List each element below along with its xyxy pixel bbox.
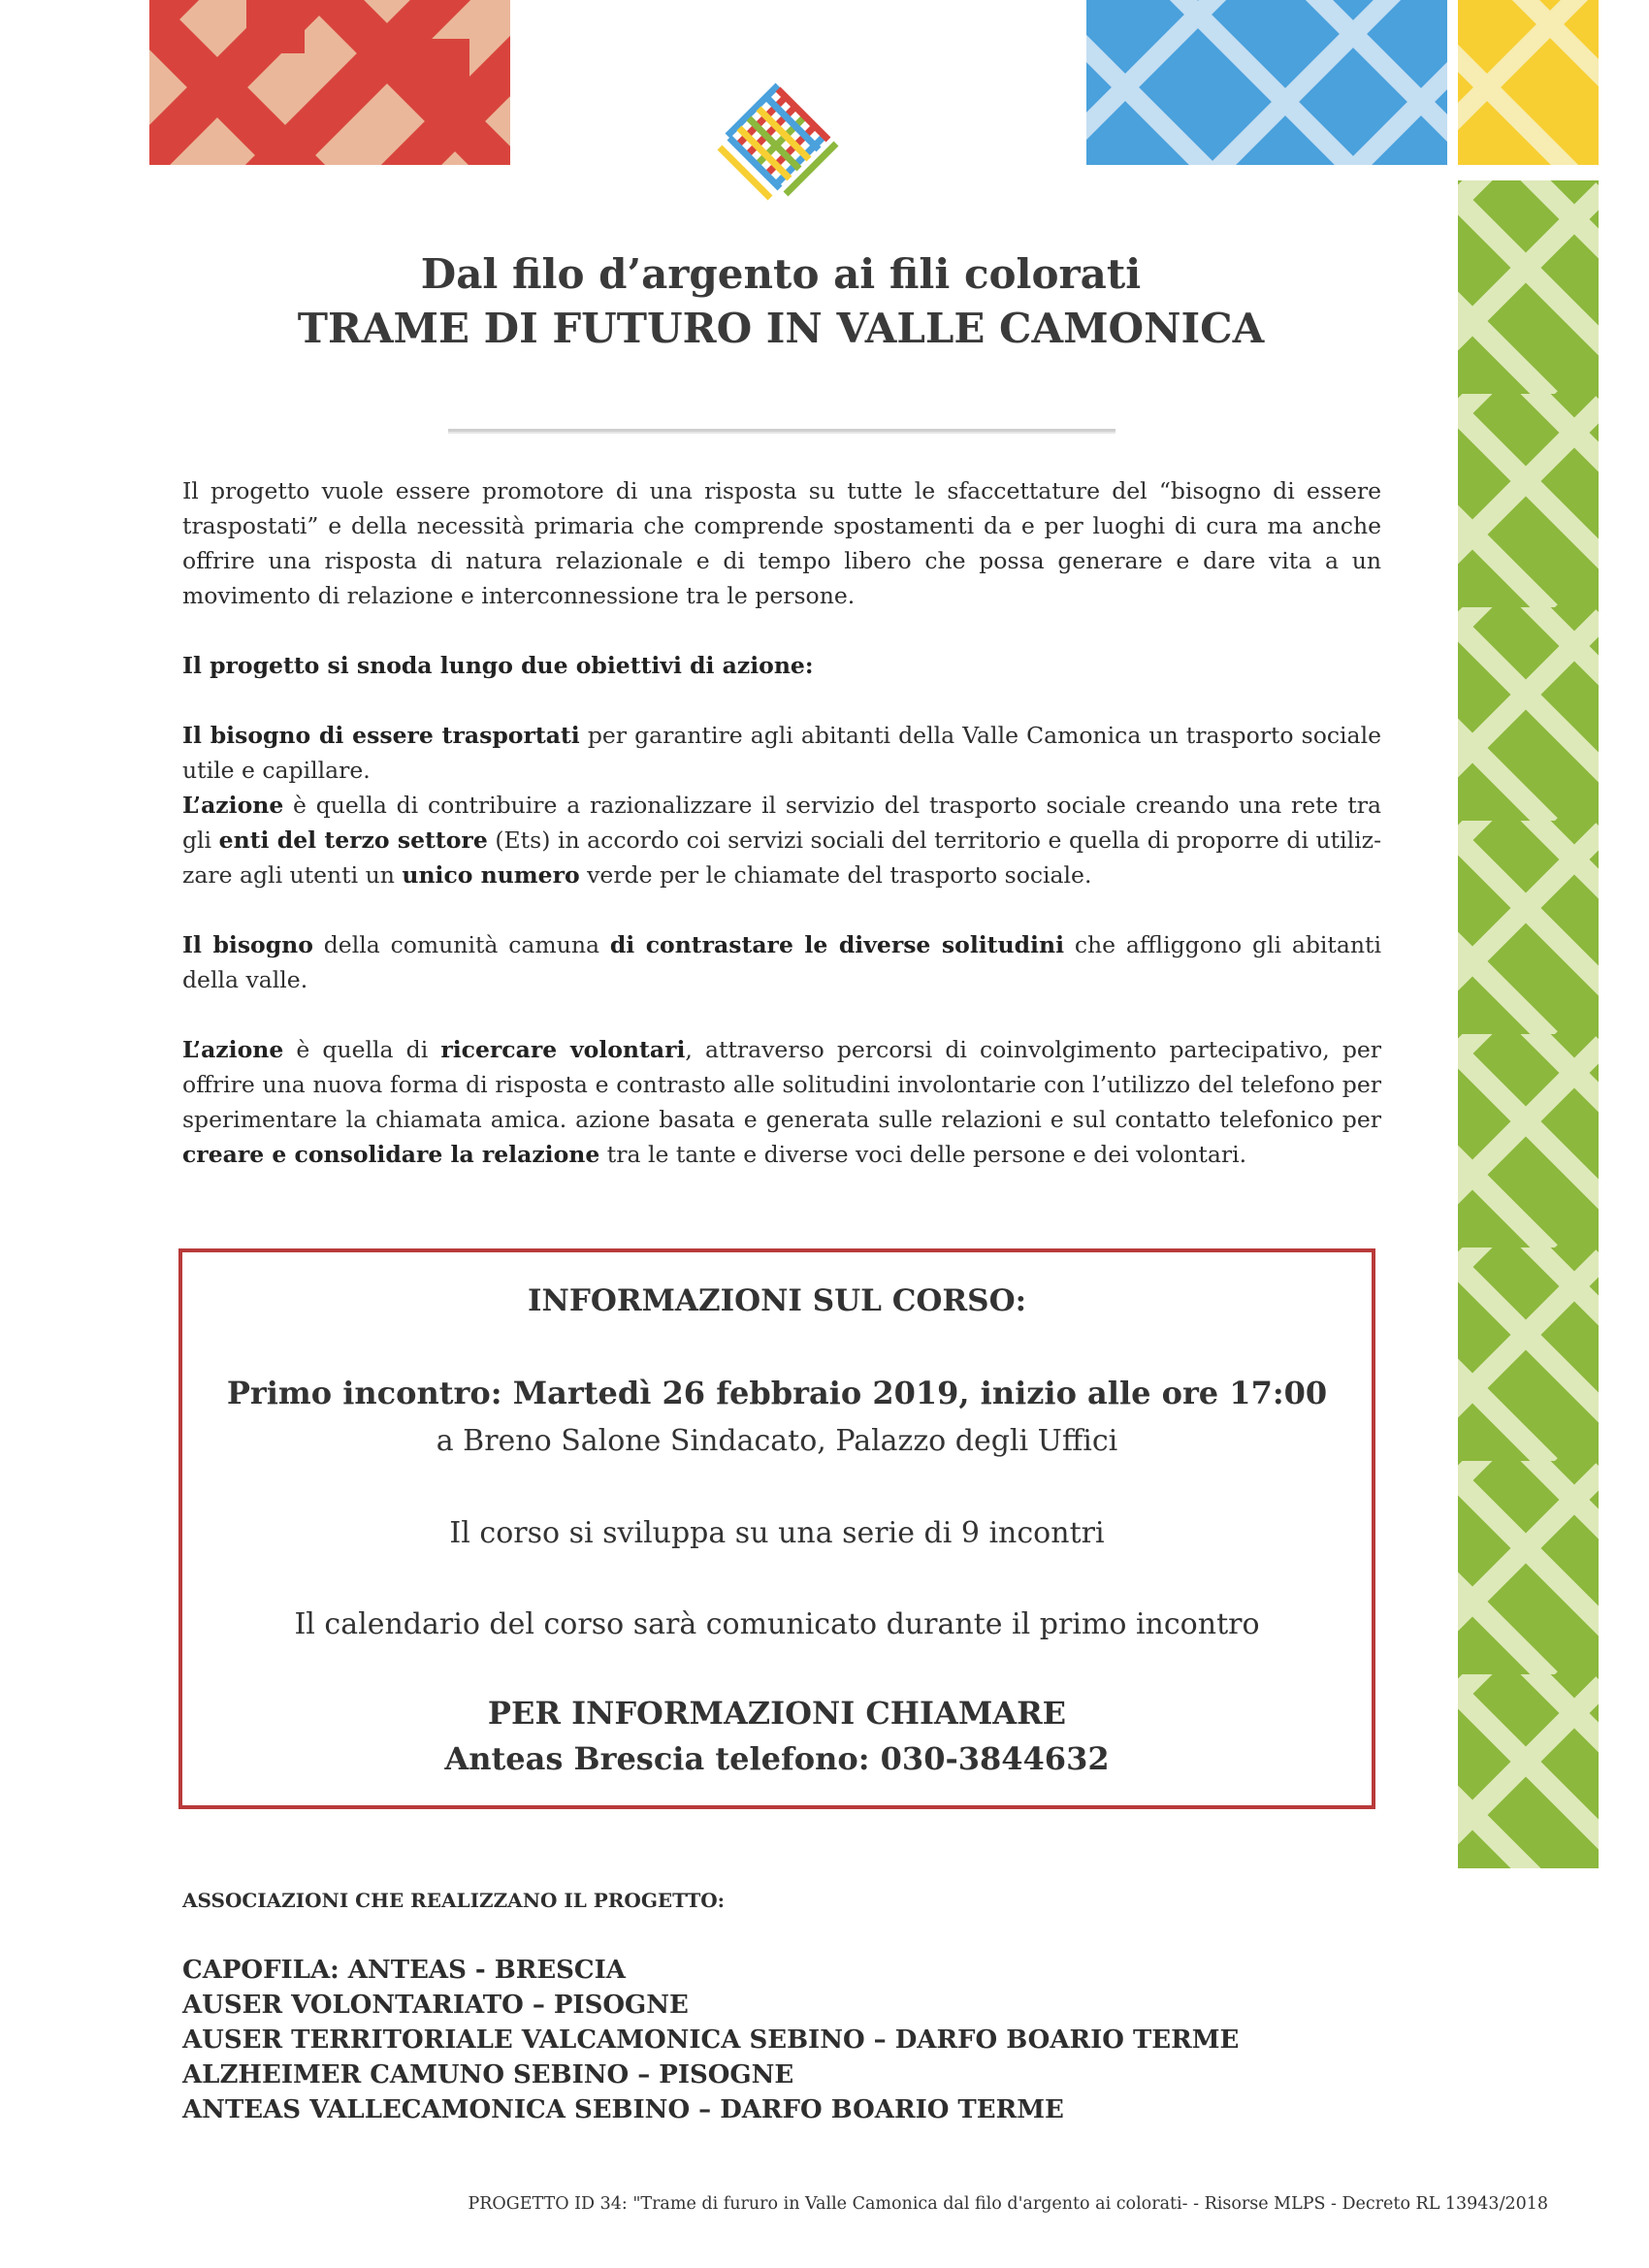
objective-1-bold: Il bisogno di essere trasportati	[182, 722, 580, 749]
list-item: CAPOFILA: ANTEAS - BRESCIA	[182, 1956, 626, 1985]
course-info-title: INFORMAZIONI SUL CORSO:	[527, 1283, 1027, 1318]
action-2-text-c: , attraverso percorsi di coinvolgimento partecipativo, per offrire una nuova forma di risposta e contrasto alle solitudini involontarie con l’utilizzo del telefono per sperimentare la chiamata amica. azione basata e generata sulle relazioni e sul contatto telefonico per	[182, 1036, 1382, 1133]
action-2-bold-relation: creare e consolidare la relazione	[182, 1141, 600, 1168]
first-meeting-date: Primo incontro: Martedì 26 febbraio 2019, inizio alle ore 17:00	[226, 1375, 1328, 1411]
course-calendar-note: Il calendario del corso sarà comunicato durante il primo incontro	[294, 1607, 1260, 1641]
objective-1-paragraph	[182, 718, 1381, 788]
objective-1-action-paragraph	[182, 788, 1381, 892]
list-item: ALZHEIMER CAMUNO SEBINO – PISOGNE	[182, 2060, 794, 2090]
associations-list	[182, 1953, 1239, 2127]
intro-paragraph: Il progetto vuole essere promotore di una risposta su tutte le sfaccettature del “bisogno di essere traspostati” e della necessità primaria che comprende spostamenti da e per luoghi di cura ma anche offrire una risposta di natura relazionale e di tempo libero che possa generare e dare vita a un movimento di relazione e interconnessione tra le persone.	[182, 477, 1381, 609]
objective-2-text-b: che affliggono gli abitanti della valle.	[182, 931, 1381, 993]
action-1-text-a: è quella di contribuire a razionalizzare il servizio del trasporto sociale creando una rete tra gli	[182, 792, 1381, 854]
project-description	[182, 473, 1381, 1172]
objectives-heading	[182, 648, 1381, 683]
list-item: AUSER TERRITORIALE VALCAMONICA SEBINO – DARFO BOARIO TERME	[182, 2025, 1240, 2055]
meeting-location: a Breno Salone Sindacato, Palazzo degli Uffici	[436, 1424, 1118, 1458]
associations-heading: ASSOCIAZIONI CHE REALIZZANO IL PROGETTO:	[182, 1889, 726, 1912]
red-weave-decoration	[149, 0, 510, 165]
footer-note: PROGETTO ID 34: "Trame di fururo in Valle Camonica dal filo d'argento ai colorati- - Risorse MLPS - Decreto RL 13943/2018	[468, 2194, 1548, 2214]
page-title: Dal filo d’argento ai fili colorati	[420, 250, 1142, 298]
action-2-bold-volunteers: ricercare volontari	[440, 1036, 686, 1063]
action-1-bold: L’azione	[182, 792, 284, 819]
blue-weave-decoration	[1086, 0, 1447, 165]
action-2-text-e: tra le tante e diverse voci delle persone e dei volontari.	[599, 1141, 1247, 1168]
objective-2-text-a: della comunità camuna	[312, 931, 610, 958]
title-divider	[448, 429, 1116, 434]
page-subtitle: TRAME DI FUTURO IN VALLE CAMONICA	[297, 305, 1265, 352]
objectives-heading-text: Il progetto si snoda lungo due obiettivi di azione:	[182, 652, 814, 679]
course-series: Il corso si sviluppa su una serie di 9 incontri	[449, 1516, 1105, 1550]
yellow-weave-decoration	[1458, 0, 1599, 165]
objective-2-bold-a: Il bisogno	[182, 931, 313, 958]
objective-2-paragraph	[182, 927, 1381, 997]
objective-2-bold-b: di contrastare le diverse solitudini	[609, 931, 1064, 958]
list-item: AUSER VOLONTARIATO – PISOGNE	[182, 1991, 689, 2020]
objective-1-text: per garantire agli abitanti della Valle Camonica un trasporto sociale utile e capillare.	[182, 722, 1381, 784]
action-1-bold-ets: enti del terzo settore	[218, 826, 488, 854]
woven-logo-icon	[700, 60, 856, 235]
action-1-text-e: verde per le chiamate del trasporto sociale.	[579, 861, 1092, 889]
action-1-text-c: (Ets) in accordo coi servizi sociali del territorio e quella di proporre di utilizzare agli utenti un	[182, 826, 1382, 889]
action-2-text-a: è quella di	[283, 1036, 441, 1063]
list-item: ANTEAS VALLECAMONICA SEBINO – DARFO BOARIO TERME	[182, 2095, 1064, 2124]
contact-phone: Anteas Brescia telefono: 030-3844632	[444, 1740, 1110, 1777]
title-block	[175, 247, 1387, 356]
green-weave-decoration	[1458, 180, 1599, 1868]
objective-2-action-paragraph	[182, 1032, 1381, 1172]
course-info-box	[178, 1248, 1375, 1809]
contact-heading: PER INFORMAZIONI CHIAMARE	[487, 1695, 1067, 1732]
action-1-bold-number: unico numero	[402, 861, 580, 889]
action-2-bold: L’azione	[182, 1036, 284, 1063]
